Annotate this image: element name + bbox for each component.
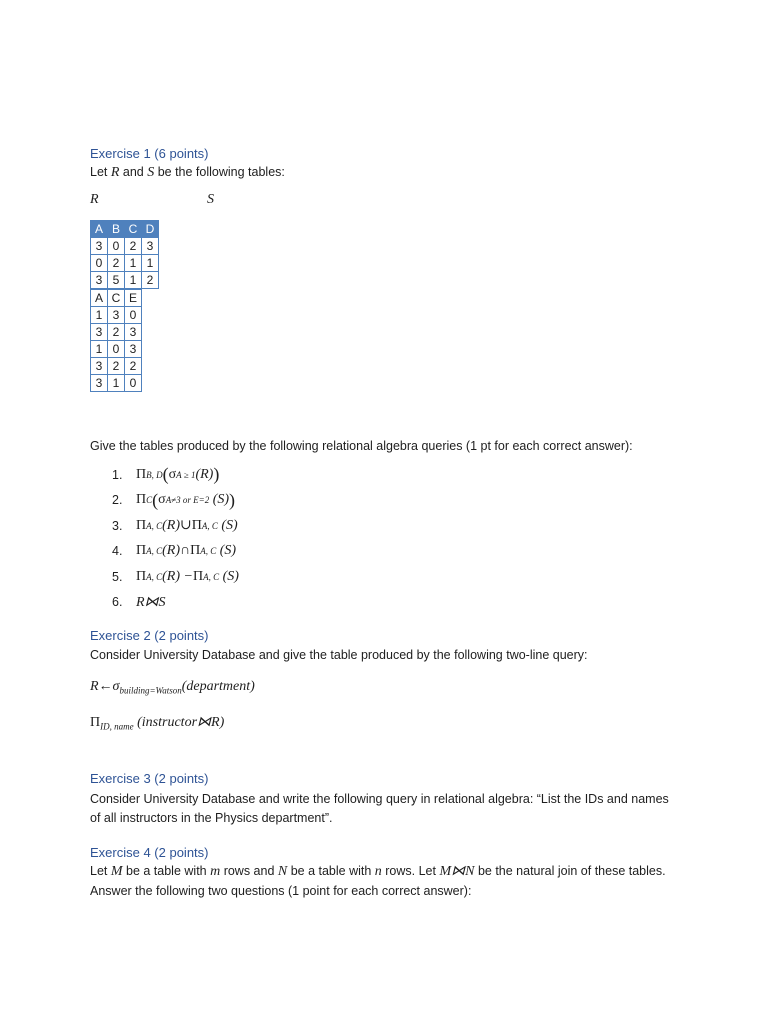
projection-symbol: Π — [136, 492, 147, 508]
paren-close: ) — [213, 464, 220, 485]
table-cell: 3 — [91, 324, 108, 341]
text-run: Let — [90, 864, 111, 878]
table-cell: 3 — [108, 307, 125, 324]
query-right-operand: (S) — [222, 568, 239, 584]
projection-symbol: Π — [136, 568, 147, 584]
table-cell: 2 — [125, 238, 142, 255]
table-cell: 2 — [108, 324, 125, 341]
table-s-label: S — [207, 192, 214, 207]
selection-subscript: building=Watson — [119, 685, 182, 696]
paren-open: ( — [152, 489, 159, 510]
table-cell: 3 — [142, 238, 159, 255]
table-row — [91, 238, 159, 255]
intro-text: Let — [90, 165, 111, 179]
query-argument: (S) — [212, 492, 230, 508]
table-cell: 0 — [108, 238, 125, 255]
projection-argument: (instructor⋈R) — [133, 715, 225, 730]
table-cell: 0 — [125, 375, 142, 392]
projection-symbol: Π — [190, 543, 201, 559]
assignment-expression: R←σ — [90, 679, 120, 694]
query-item — [112, 462, 239, 488]
table-row — [91, 358, 142, 375]
query-right-operand: (S) — [219, 543, 237, 559]
selection-symbol: σ — [168, 466, 177, 482]
table-r — [90, 220, 159, 289]
projection-symbol: Π — [192, 568, 204, 584]
var-n-upper: N — [277, 864, 288, 879]
table-row — [91, 324, 142, 341]
table-r-header: A — [91, 221, 108, 238]
var-m-upper: M — [110, 864, 123, 879]
projection-subscript: A, C — [200, 546, 217, 557]
table-cell: 1 — [125, 272, 142, 289]
var-n-lower: n — [374, 864, 382, 879]
table-s-header: A — [91, 290, 108, 307]
exercise-2-line-2 — [90, 714, 224, 732]
table-cell: 0 — [125, 307, 142, 324]
table-cell: 1 — [91, 307, 108, 324]
text-run: be a table with — [287, 864, 375, 878]
query-number: 6. — [112, 595, 123, 610]
var-m-lower: m — [210, 864, 221, 879]
projection-subscript: B, D — [146, 469, 163, 480]
query-right-operand: (S) — [221, 517, 238, 533]
table-cell: 1 — [108, 375, 125, 392]
query-number: 5. — [112, 569, 123, 584]
query-argument: (R) — [195, 466, 214, 482]
selection-subscript: A≠3 or E=2 — [165, 495, 210, 506]
query-number: 2. — [112, 493, 123, 508]
selection-subscript: A ≥ 1 — [176, 469, 196, 480]
projection-symbol: Π — [191, 517, 202, 533]
query-item — [112, 590, 239, 616]
table-cell: 2 — [142, 272, 159, 289]
query-left-operand: (R)∩ — [162, 543, 191, 559]
table-cell: 2 — [108, 358, 125, 375]
text-run: rows. Let — [381, 864, 440, 878]
selection-symbol: σ — [158, 492, 166, 508]
exercise-2-text: Consider University Database and give the table produced by the following two-line query: — [90, 648, 588, 662]
projection-subscript: C — [146, 495, 153, 506]
query-item — [112, 564, 239, 590]
table-row — [91, 375, 142, 392]
table-row — [91, 255, 159, 272]
query-item — [112, 539, 239, 565]
exercise-3-line-2: of all instructors in the Physics department”. — [90, 811, 333, 825]
table-row — [91, 272, 159, 289]
projection-symbol: Π — [136, 517, 147, 533]
exercise-3-title: Exercise 3 (2 points) — [90, 771, 209, 786]
projection-subscript: A, C — [146, 571, 163, 582]
text-run: be a table with — [122, 864, 211, 878]
intro-text: be the following tables: — [154, 165, 285, 179]
table-cell: 1 — [125, 255, 142, 272]
query-item — [112, 513, 239, 539]
exercise-4-line-1 — [90, 861, 666, 882]
query-left-operand: (R) − — [162, 568, 193, 584]
table-r-header-row — [91, 221, 159, 238]
table-cell: 3 — [125, 324, 142, 341]
table-cell: 3 — [91, 358, 108, 375]
table-row — [91, 341, 142, 358]
table-cell: 2 — [125, 358, 142, 375]
projection-symbol: Π — [136, 543, 147, 559]
exercise-3-line-1: Consider University Database and write the following query in relational algebra: “List the IDs and names — [90, 792, 669, 806]
projection-subscript: ID, name — [100, 721, 134, 732]
table-cell: 1 — [142, 255, 159, 272]
paren-open: ( — [162, 464, 169, 485]
exercise-4-line-2: Answer the following two questions (1 point for each correct answer): — [90, 884, 472, 898]
query-item — [112, 488, 239, 514]
exercise-2-line-1 — [90, 679, 255, 696]
exercise-1-title: Exercise 1 (6 points) — [90, 146, 209, 161]
projection-subscript: A, C — [203, 571, 220, 582]
table-s-header-row — [91, 290, 142, 307]
exercise-4-title: Exercise 4 (2 points) — [90, 845, 209, 860]
table-cell: 0 — [108, 341, 125, 358]
intro-text: and — [119, 165, 148, 179]
table-r-header: D — [142, 221, 159, 238]
projection-subscript: A, C — [201, 520, 218, 531]
projection-symbol: Π — [136, 466, 147, 482]
table-s-header: E — [125, 290, 142, 307]
text-run: rows and — [220, 864, 278, 878]
table-r-header: C — [125, 221, 142, 238]
paren-close: ) — [229, 489, 236, 510]
table-cell: 3 — [91, 238, 108, 255]
table-r-label: R — [90, 192, 99, 207]
projection-symbol: Π — [90, 715, 101, 730]
query-number: 1. — [112, 467, 123, 482]
table-r-header: B — [108, 221, 125, 238]
table-cell: 3 — [91, 375, 108, 392]
tables-block — [90, 220, 159, 392]
intro-var-s: S — [147, 165, 155, 180]
natural-join-expression: M⋈N — [439, 864, 475, 879]
table-row — [91, 307, 142, 324]
exercise-1-prompt: Give the tables produced by the following relational algebra queries (1 pt for each correct answer): — [90, 439, 633, 453]
table-cell: 3 — [91, 272, 108, 289]
natural-join-expression: R⋈S — [136, 594, 166, 610]
projection-subscript: A, C — [146, 546, 163, 557]
query-list — [112, 462, 239, 615]
selection-argument: (department) — [181, 679, 255, 694]
exercise-1-intro — [90, 162, 285, 183]
table-cell: 2 — [108, 255, 125, 272]
query-number: 4. — [112, 544, 123, 559]
text-run: be the natural join of these tables. — [474, 864, 666, 878]
projection-subscript: A, C — [146, 520, 163, 531]
intro-var-r: R — [110, 165, 120, 180]
exercise-2-title: Exercise 2 (2 points) — [90, 628, 209, 643]
table-s-header: C — [108, 290, 125, 307]
table-cell: 5 — [108, 272, 125, 289]
table-cell: 0 — [91, 255, 108, 272]
table-cell: 3 — [125, 341, 142, 358]
table-s — [90, 289, 142, 392]
query-left-operand: (R)∪ — [162, 518, 192, 534]
table-cell: 1 — [91, 341, 108, 358]
query-number: 3. — [112, 518, 123, 533]
